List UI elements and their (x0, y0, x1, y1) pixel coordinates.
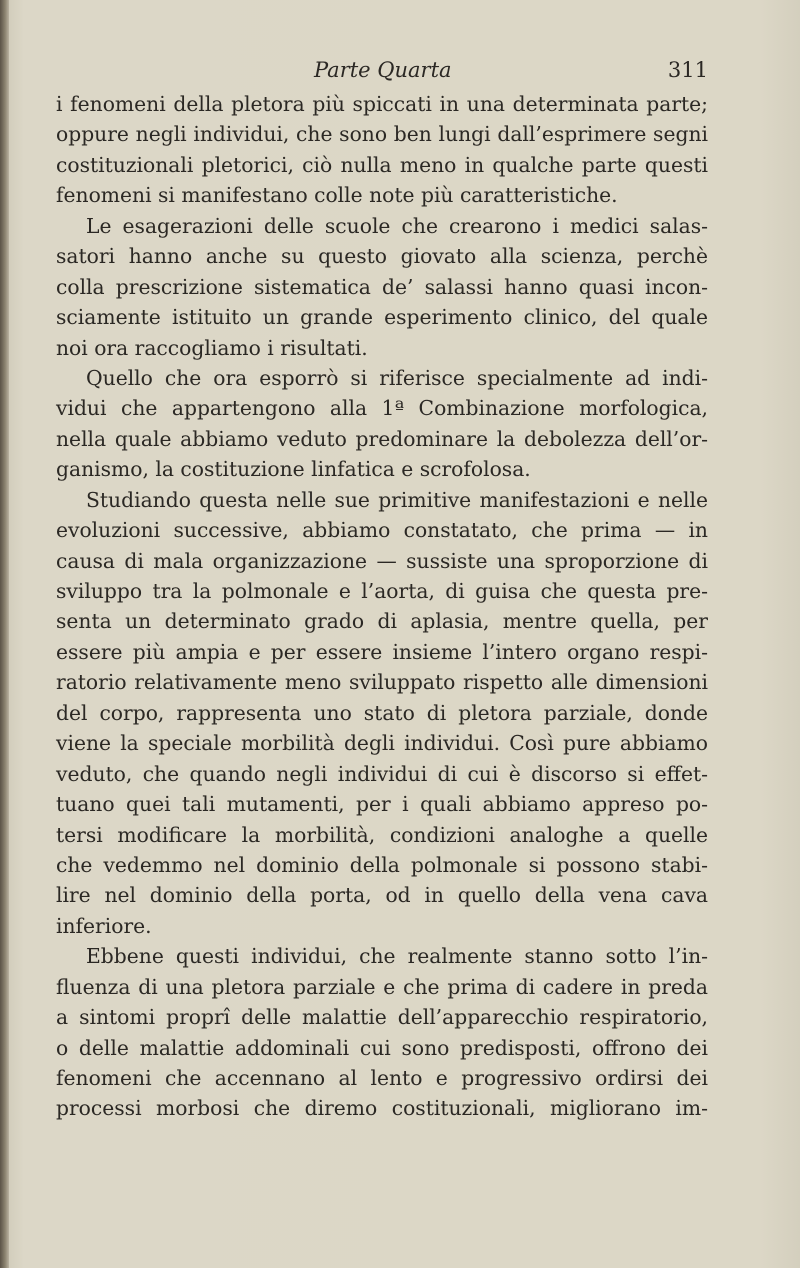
text-line: fluenza di una pletora parziale e che prima di cadere in preda (56, 974, 708, 999)
text-line: i fenomeni della pletora più spiccati in una determinata parte; (56, 92, 708, 116)
text-line: viene la speciale morbilità degli individui. Così pure abbiamo (56, 731, 708, 756)
text-line: satori hanno anche su questo giovato alla scienza, perchè (56, 244, 708, 269)
text-line: fenomeni che accennano al lento e progressivo ordirsi dei (56, 1066, 708, 1090)
text-line: processi morbosi che diremo costituzionali, migliorano im- (56, 1096, 708, 1121)
text-line: sciamente istituito un grande esperimento clinico, del quale (56, 305, 708, 330)
text-line: del corpo, rappresenta uno stato di pletora parziale, donde (56, 700, 708, 725)
text-line: sviluppo tra la polmonale e l’aorta, di guisa che questa pre- (56, 579, 708, 603)
text-line: o delle malattie addominali cui sono predisposti, offrono dei (56, 1035, 708, 1060)
text-line: tersi modificare la morbilità, condizioni analoghe a quelle (56, 822, 708, 847)
text-line: inferiore. (56, 913, 152, 938)
text-line: vidui che appartengono alla 1ª Combinazione morfologica, (56, 396, 708, 421)
text-line: fenomeni si manifestano colle note più caratteristiche. (56, 183, 618, 208)
body-text (56, 89, 708, 1124)
text-line: ganismo, la costituzione linfatica e scrofolosa. (56, 457, 531, 482)
text-line: essere più ampia e per essere insieme l’intero organo respi- (56, 639, 708, 664)
page-number: 311 (667, 58, 708, 82)
page-binding-edge (0, 0, 9, 1268)
text-line: causa di mala organizzazione — sussiste una sproporzione di (56, 548, 708, 573)
text-line: ratorio relativamente meno sviluppato rispetto alle dimensioni (56, 670, 708, 695)
text-line: lire nel dominio della porta, od in quello della vena cava (56, 883, 708, 908)
paragraph-first-line: Studiando questa nelle sue primitive manifestazioni e nelle (86, 487, 708, 512)
paragraph-first-line: Le esagerazioni delle scuole che crearono i medici salas- (86, 213, 708, 238)
paragraph-first-line: Quello che ora esporrò si riferisce specialmente ad indi- (86, 365, 708, 390)
running-header-title: Parte Quarta (314, 58, 452, 82)
text-line: evoluzioni successive, abbiamo constatato, che prima — in (56, 518, 708, 543)
text-line: costituzionali pletorici, ciò nulla meno in qualche parte questi (56, 152, 708, 177)
text-line: veduto, che quando negli individui di cui è discorso si effet- (56, 761, 708, 786)
text-line: nella quale abbiamo veduto predominare la debolezza dell’or- (56, 426, 708, 451)
text-line: colla prescrizione sistematica de’ salassi hanno quasi incon- (56, 274, 708, 299)
text-line: oppure negli individui, che sono ben lungi dall’esprimere segni (56, 122, 708, 147)
running-header (56, 58, 708, 88)
text-line: tuano quei tali mutamenti, per i quali abbiamo appreso po- (56, 792, 708, 817)
text-line: a sintomi proprî delle malattie dell’apparecchio respiratorio, (56, 1005, 708, 1030)
text-line: che vedemmo nel dominio della polmonale si possono stabi- (56, 852, 708, 877)
paragraph-first-line: Ebbene questi individui, che realmente stanno sotto l’in- (86, 944, 708, 969)
text-line: senta un determinato grado di aplasia, mentre quella, per (56, 609, 708, 634)
text-line: noi ora raccogliamo i risultati. (56, 335, 368, 360)
